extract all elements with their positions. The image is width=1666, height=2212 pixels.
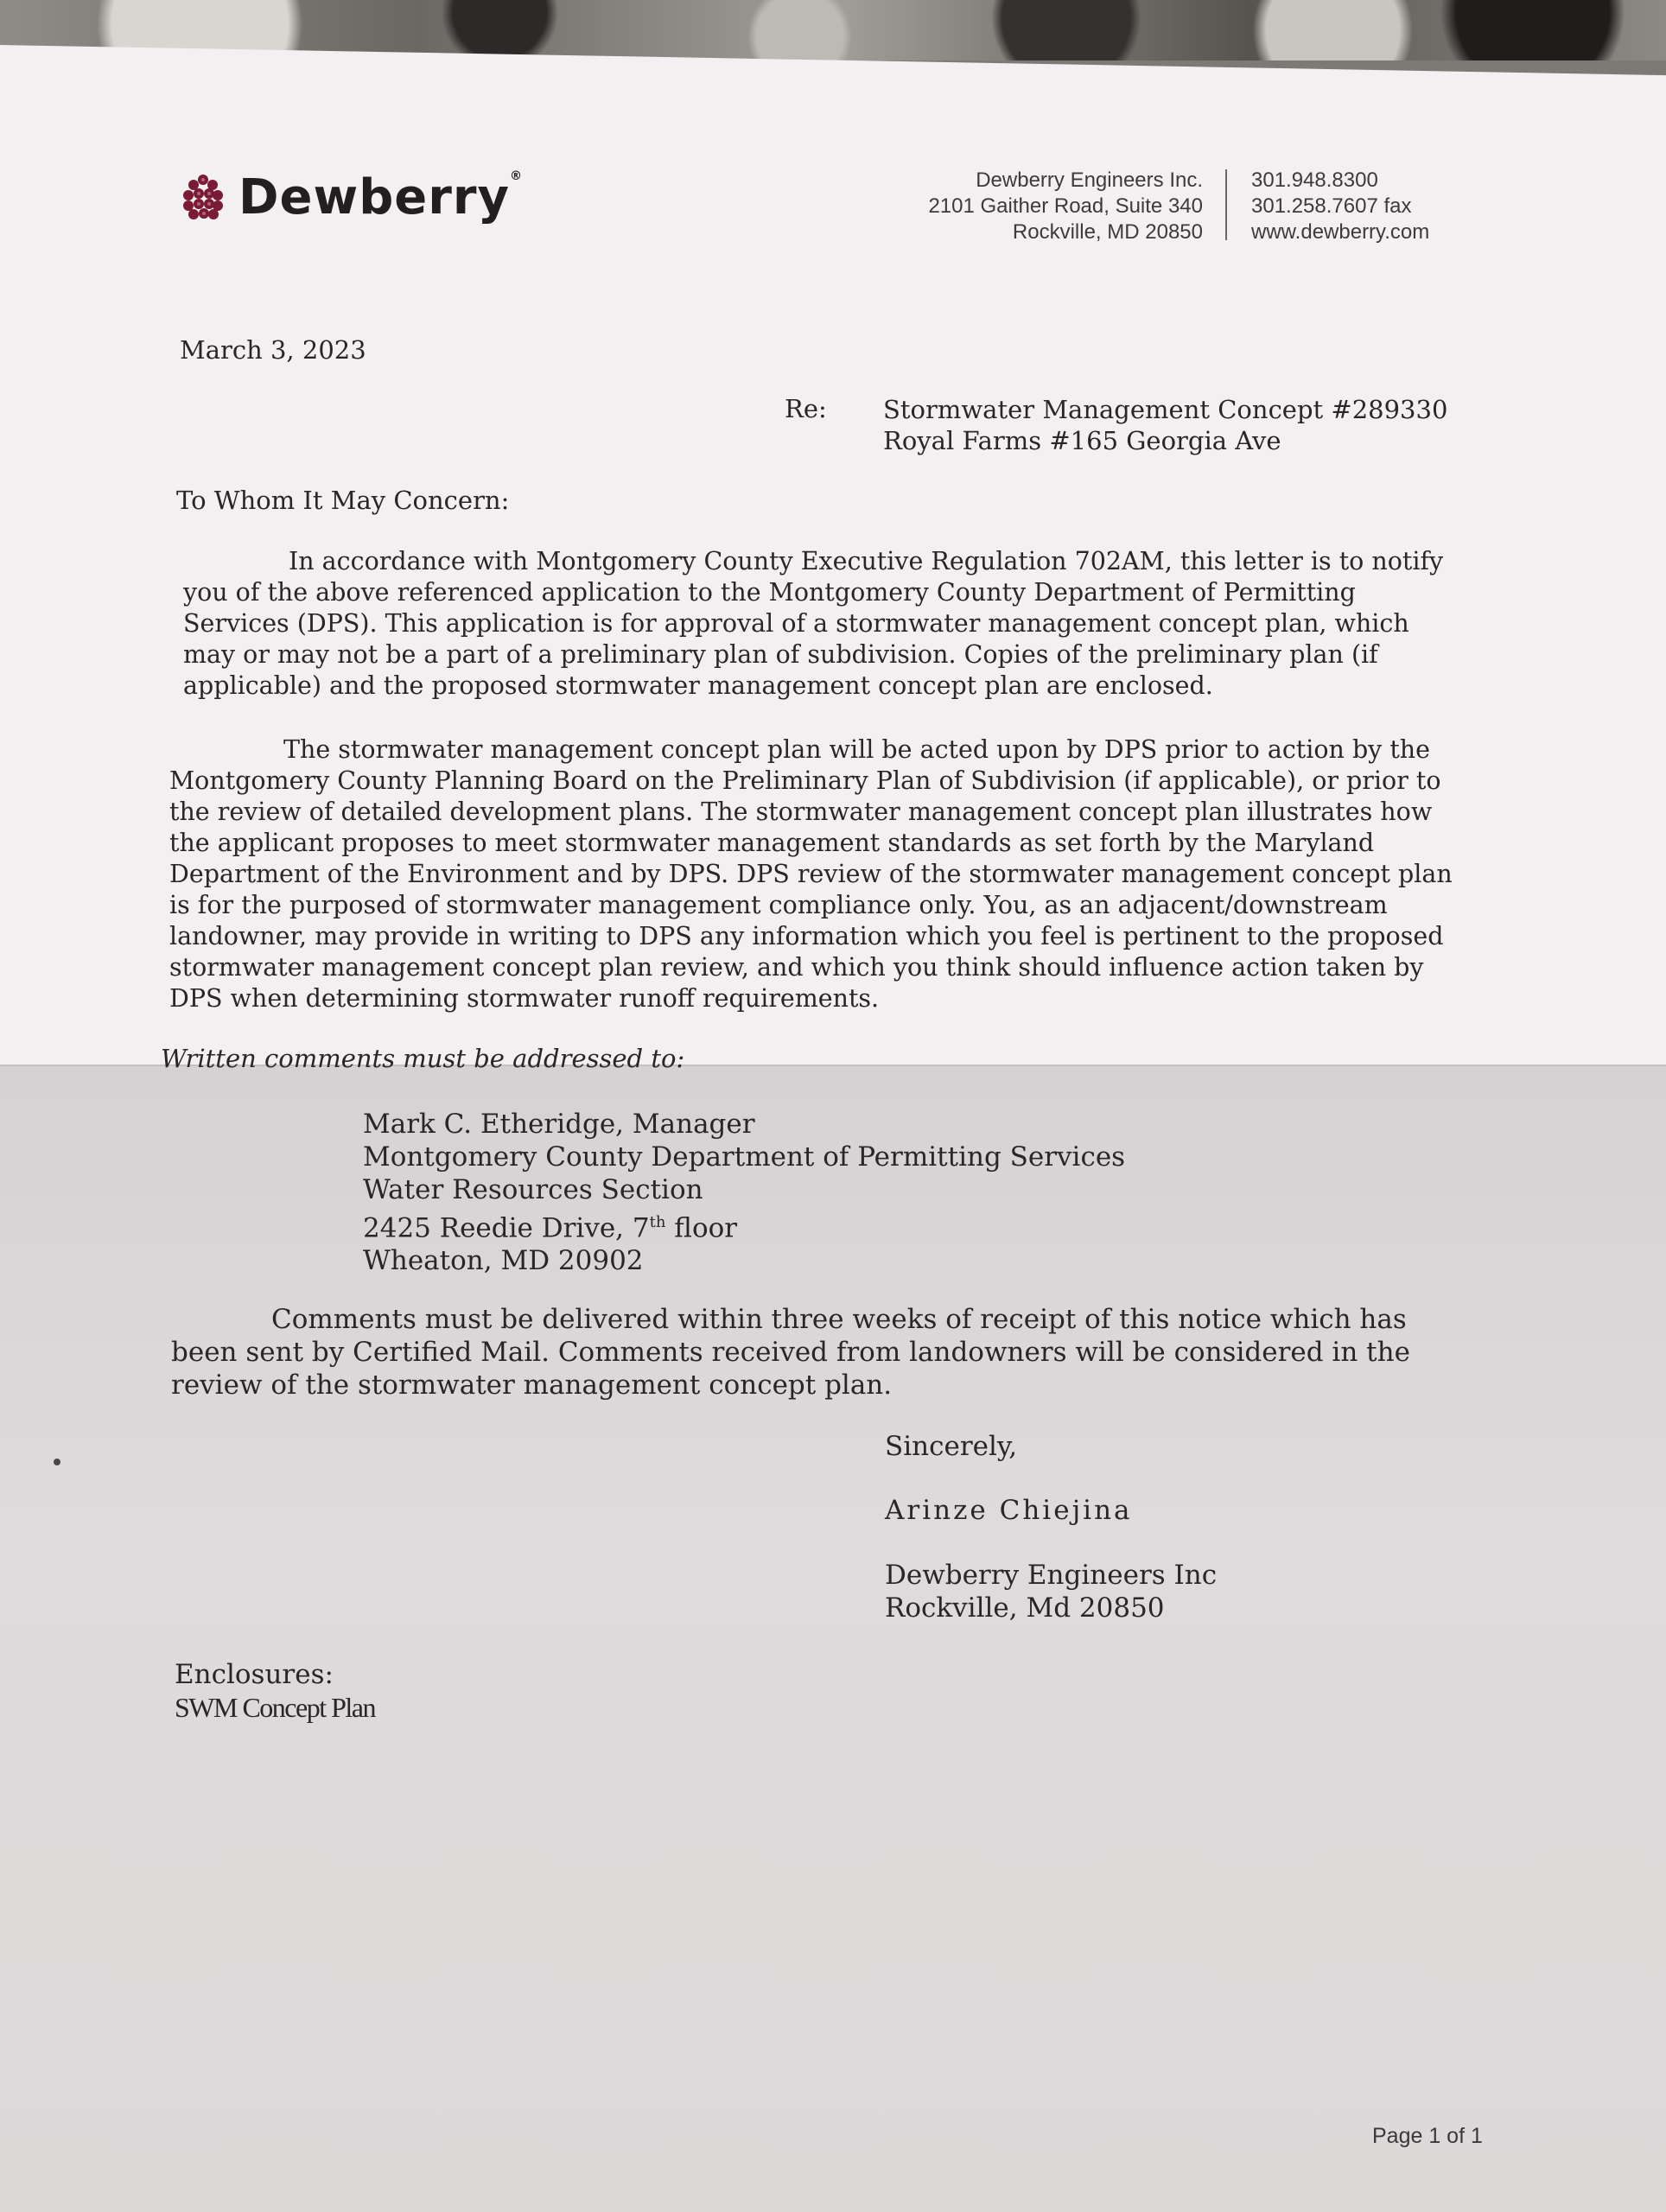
re-line: Stormwater Management Concept #289330: [883, 395, 1448, 424]
fax-number: 301.258.7607 fax: [1251, 194, 1412, 218]
phone-number: 301.948.8300: [1251, 168, 1378, 192]
enclosures-label: Enclosures:: [175, 1659, 334, 1690]
dewberry-logo: [183, 169, 523, 226]
website: www.dewberry.com: [1251, 220, 1430, 244]
address-line: Dewberry Engineers Inc.: [976, 168, 1203, 192]
signer-company: [885, 1559, 1217, 1624]
re-label: Re:: [785, 394, 827, 423]
recipient-department: Montgomery County Department of Permitting Services: [363, 1141, 1126, 1173]
recipient-city: Wheaton, MD 20902: [363, 1245, 644, 1277]
company-name: Dewberry®: [238, 169, 524, 226]
berry-icon: [183, 173, 223, 223]
signer-company-line: Rockville, Md 20850: [885, 1592, 1165, 1624]
letter-date: March 3, 2023: [180, 335, 366, 365]
signer-name: Arinze Chiejina: [885, 1495, 1133, 1526]
recipient-street: 2425 Reedie Drive, 7th floor: [363, 1212, 738, 1244]
signer-company-line: Dewberry Engineers Inc: [885, 1560, 1218, 1591]
paper-speck: [54, 1459, 60, 1465]
re-subject: [883, 394, 1447, 456]
address-line: 2101 Gaither Road, Suite 340: [928, 194, 1203, 218]
re-line: Royal Farms #165 Georgia Ave: [883, 426, 1281, 455]
recipient-address: [363, 1108, 1125, 1277]
written-comments-heading: Written comments must be addressed to:: [161, 1044, 685, 1073]
letterhead-contact: [1251, 168, 1493, 245]
body-paragraph-3: Comments must be delivered within three weeks of receipt of this notice which has been sent by Certified Mail. Comments received from landowners will be considered in the review of the stormwater management concept plan.: [171, 1304, 1410, 1401]
body-paragraph-2: The stormwater management concept plan will be acted upon by DPS prior to action by the Montgomery County Planning Board on the Preliminary Plan of Subdivision (if applicable), or prior to the review of detailed development plans. The stormwater management concept plan illustrates how the applicant proposes to meet stormwater management standards as set forth by the Maryland Department of the Environment and by DPS. DPS review of the stormwater management concept plan is for the purposed of stormwater management compliance only. You, as an adjacent/downstream landowner, may provide in writing to DPS any information which you feel is pertinent to the proposed stormwater management concept plan review, and which you think should influence action taken by DPS when determining stormwater runoff requirements.: [169, 735, 1453, 1013]
letterhead-divider: [1225, 169, 1227, 240]
address-line: Rockville, MD 20850: [1012, 220, 1203, 244]
closing: Sincerely,: [885, 1431, 1018, 1462]
salutation: To Whom It May Concern:: [176, 486, 510, 515]
letterhead-address: [899, 168, 1203, 245]
recipient-name: Mark C. Etheridge, Manager: [363, 1109, 755, 1140]
recipient-section: Water Resources Section: [363, 1174, 703, 1205]
page-number: Page 1 of 1: [1372, 2124, 1483, 2148]
body-paragraph-1: In accordance with Montgomery County Executive Regulation 702AM, this letter is to notify you of the above referenced application to the Montgomery County Department of Permitting Services (DPS). This application is for approval of a stormwater management concept plan, which may or may not be a part of a preliminary plan of subdivision. Copies of the preliminary plan (if applicable) and the proposed stormwater management concept plan are enclosed.: [183, 547, 1444, 700]
enclosure-item: SWM Concept Plan: [175, 1692, 375, 1723]
